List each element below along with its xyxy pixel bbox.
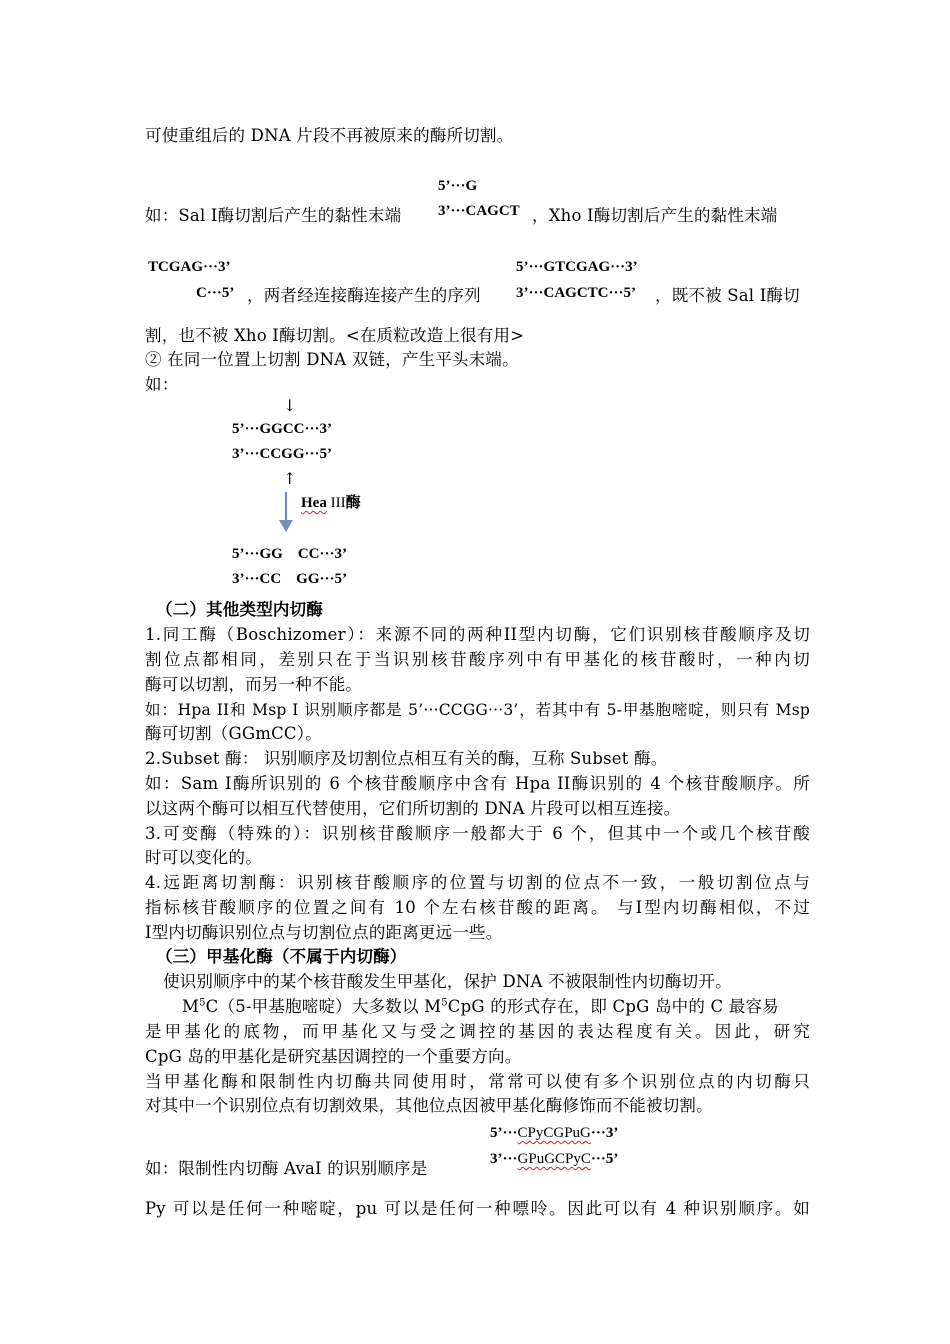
paragraph-line: I型内切酶识别位点与切割位点的距离更远一些。 — [145, 923, 503, 942]
text-run: ···3’ — [590, 1125, 619, 1141]
enzyme-roman: III — [330, 495, 346, 511]
blunt-sequence-top: 5’···GG CC···3’ — [232, 546, 348, 562]
text-run: 5’··· — [490, 1125, 518, 1141]
sal-sequence-bottom: 3’···CAGCT — [438, 203, 520, 219]
superscript: 5 — [441, 997, 448, 1009]
paragraph-line: ，Xho I酶切割后产生的黏性末端 — [532, 206, 778, 225]
xho-sequence-bottom: C···5’ — [196, 285, 235, 301]
section-heading: （二）其他类型内切酶 — [156, 600, 323, 619]
ligated-sequence-top: 5’···GTCGAG···3’ — [516, 259, 638, 275]
paragraph-line: 4.远距离切割酶：识别核苷酸顺序的位置与切割的位点不一致，一般切割位点与 — [145, 873, 810, 892]
paragraph-line: 如：限制性内切酶 AvaI 的识别顺序是 — [145, 1159, 428, 1178]
text-run: ···5’ — [590, 1151, 619, 1167]
paragraph-line: CpG 岛的甲基化是研究基因调控的一个重要方向。 — [145, 1047, 522, 1066]
paragraph-line: ② 在同一位置上切割 DNA 双链，产生平头末端。 — [145, 350, 519, 369]
paragraph-line: 1.同工酶（Boschizomer）：来源不同的两种II型内切酶，它们识别核苷酸顺序及切 — [145, 625, 810, 644]
text-run: M — [182, 997, 200, 1016]
text-run: CpG 的形式存在，即 CpG 岛中的 C 最容易 — [447, 997, 779, 1016]
paragraph-line: 如：Sam I酶所识别的 6 个核苷酸顺序中含有 Hpa II酶识别的 4 个核苷酸顺序。所 — [145, 774, 810, 793]
cut-arrow-down-icon: ↓ — [283, 396, 297, 415]
paragraph-line: 以这两个酶可以相互代替使用，它们所切割的 DNA 片段可以相互连接。 — [145, 799, 681, 818]
paragraph-line: ，既不被 Sal I酶切 — [655, 286, 800, 305]
paragraph-line: 2.Subset 酶： 识别顺序及切割位点相互有关的酶，互称 Subset 酶。 — [145, 749, 668, 768]
paragraph-line: 可使重组后的 DNA 片段不再被原来的酶所切割。 — [145, 126, 514, 145]
ava-sequence-top — [490, 1124, 618, 1142]
xho-sequence-top: TCGAG···3’ — [148, 259, 231, 275]
enzyme-suffix: 酶 — [345, 495, 361, 511]
superscript: 5 — [199, 997, 206, 1009]
paragraph-line: 割，也不被 Xho I酶切割。<在质粒改造上很有用> — [145, 326, 525, 345]
text-run: C（5-甲基胞嘧啶）大多数以 M — [205, 997, 442, 1016]
sal-sequence-top: 5’···G — [438, 178, 478, 194]
paragraph-line: 当甲基化酶和限制性内切酶共同使用时，常常可以使有多个识别位点的内切酶只 — [145, 1072, 810, 1091]
paragraph-line: 对其中一个识别位点有切割效果，其他位点因被甲基化酶修饰而不能被切割。 — [145, 1096, 713, 1115]
blunt-sequence-bottom: 3’···CC GG···5’ — [232, 571, 348, 587]
hae-sequence-top: 5’···GGCC···3’ — [232, 421, 333, 437]
text-run: 3’··· — [490, 1151, 518, 1167]
text-run: GPuGCPyC — [517, 1151, 591, 1167]
paragraph-line: 如：Hpa II和 Msp I 识别顺序都是 5’···CCGG···3’，若其中有 5-甲基胞嘧啶，则只有 Msp — [145, 701, 810, 719]
paragraph-line: 是甲基化的底物，而甲基化又与受之调控的基因的表达程度有关。因此，研究 — [145, 1022, 810, 1041]
paragraph-line: 酶可以切割，而另一种不能。 — [145, 675, 363, 694]
enzyme-name: Hea — [301, 495, 327, 511]
paragraph-line: 使识别顺序中的某个核苷酸发生甲基化，保护 DNA 不被限制性内切酶切开。 — [163, 972, 732, 991]
cut-arrow-up-icon: ↑ — [283, 469, 297, 488]
paragraph-line: 3.可变酶（特殊的）：识别核苷酸顺序一般都大于 6 个，但其中一个或几个核苷酸 — [145, 824, 810, 843]
hae-sequence-bottom: 3’···CCGG···5’ — [232, 446, 333, 462]
paragraph-line: 如： — [145, 375, 179, 394]
paragraph-line: ，两者经连接酶连接产生的序列 — [247, 286, 481, 305]
text-run: CPyCGPuG — [517, 1125, 591, 1141]
enzyme-label — [301, 494, 361, 512]
reaction-arrow-icon — [277, 490, 295, 534]
paragraph-line: 时可以变化的。 — [145, 848, 262, 867]
paragraph-line: 如：Sal I酶切割后产生的黏性末端 — [145, 206, 402, 225]
paragraph-line: 割位点都相同，差别只在于当识别核苷酸序列中有甲基化的核苷酸时，一种内切 — [145, 650, 810, 669]
paragraph-line: 指标核苷酸顺序的位置之间有 10 个左右核苷酸的距离。 与I型内切酶相似，不过 — [145, 898, 810, 917]
ligated-sequence-bottom: 3’···CAGCTC···5’ — [516, 285, 637, 301]
paragraph-line: 酶可切割（GGmCC）。 — [145, 724, 322, 743]
paragraph-line: Py 可以是任何一种嘧啶，pu 可以是任何一种嘌呤。因此可以有 4 种识别顺序。如 — [145, 1199, 810, 1218]
section-heading: （三）甲基化酶（不属于内切酶） — [156, 947, 407, 966]
paragraph-line — [182, 995, 810, 1019]
